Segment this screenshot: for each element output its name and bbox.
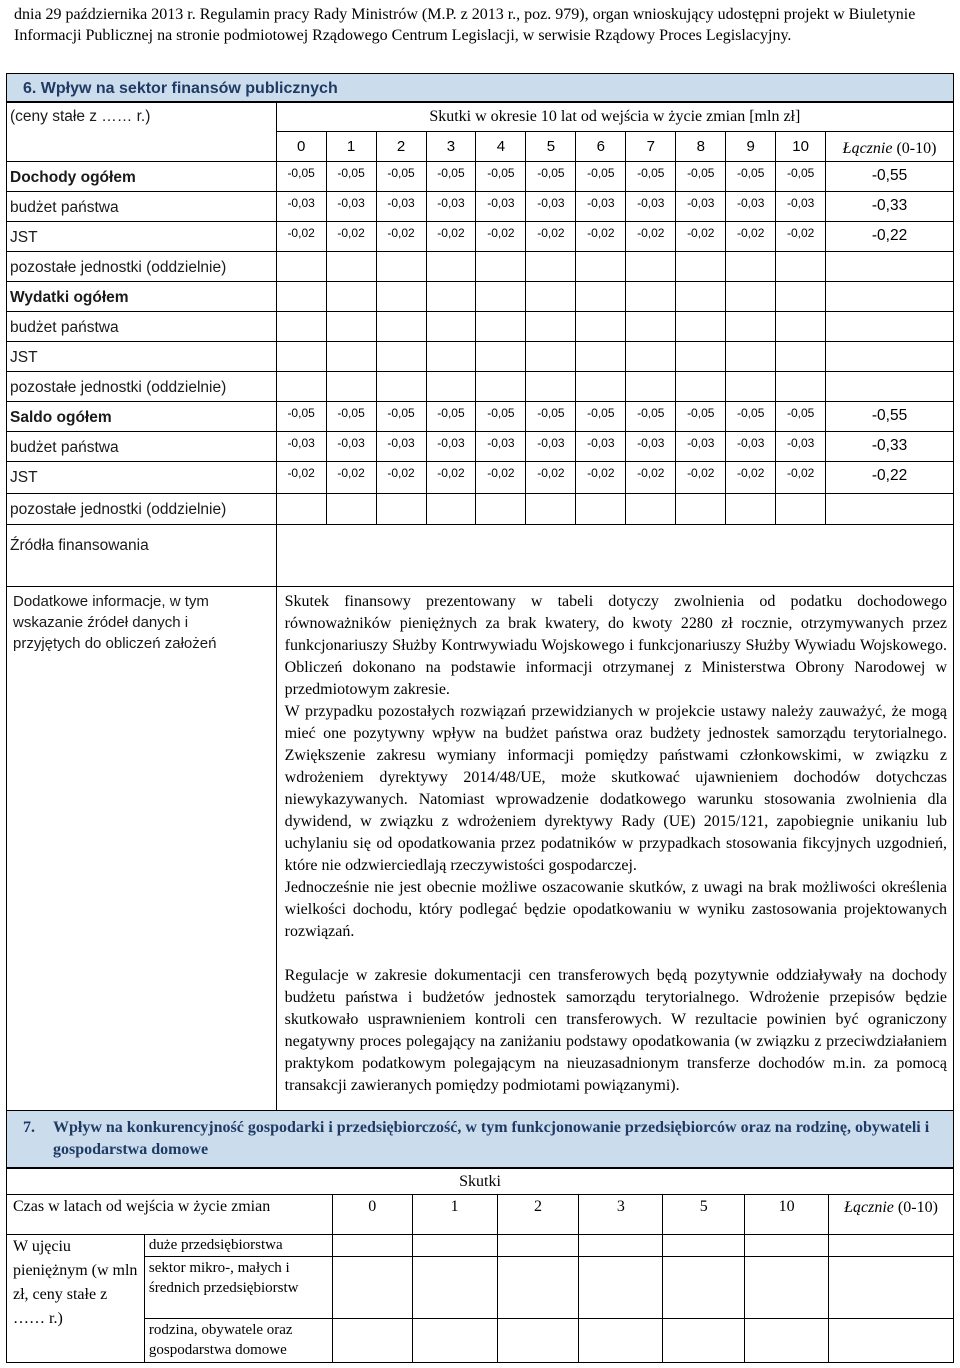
value-cell: [576, 342, 626, 372]
value-cell: [376, 342, 426, 372]
value-cell: -0,05: [576, 162, 626, 192]
value-cell: -0,05: [326, 402, 376, 432]
value-cell: -0,05: [626, 402, 676, 432]
value-cell: [726, 252, 776, 282]
value-cell: -0,02: [626, 462, 676, 494]
value-cell: -0,03: [376, 192, 426, 222]
value-cell: [776, 252, 826, 282]
category-sme: sektor mikro-, małych i średnich przedsiębiorstw: [144, 1257, 332, 1319]
value-cell: -0,02: [726, 462, 776, 494]
total-cell: [826, 282, 954, 312]
year-header: 0: [276, 132, 326, 162]
value-cell: -0,03: [476, 192, 526, 222]
value-cell: [626, 342, 676, 372]
value-cell: -0,02: [476, 222, 526, 252]
value-cell: [326, 312, 376, 342]
additional-info: [276, 587, 953, 1113]
value-cell: [626, 282, 676, 312]
value-cell: [526, 342, 576, 372]
value-cell: [576, 312, 626, 342]
row-label: pozostałe jednostki (oddzielnie): [7, 494, 277, 525]
value-cell: -0,05: [776, 162, 826, 192]
year-header: 1: [326, 132, 376, 162]
value-cell: [426, 494, 476, 525]
value-cell: -0,03: [326, 432, 376, 462]
year-header: 2: [376, 132, 426, 162]
value-cell: [276, 252, 326, 282]
table-row: [7, 162, 954, 192]
value-cell: -0,02: [726, 222, 776, 252]
value-cell: -0,03: [676, 192, 726, 222]
value-cell: -0,03: [626, 432, 676, 462]
value-cell: -0,05: [376, 402, 426, 432]
year-header: 3: [579, 1195, 663, 1235]
value-cell: -0,02: [426, 462, 476, 494]
value-cell: [326, 282, 376, 312]
value-cell: [676, 494, 726, 525]
total-cell: -0,55: [826, 162, 954, 192]
value-cell: [576, 494, 626, 525]
table-row: [7, 222, 954, 252]
value-cell: [576, 252, 626, 282]
table-row: [7, 494, 954, 525]
total-range: (0-10): [893, 1199, 938, 1216]
value-cell: [526, 312, 576, 342]
value-cell: [676, 252, 726, 282]
value-cell: -0,05: [476, 162, 526, 192]
value-cell: -0,03: [776, 192, 826, 222]
value-cell: -0,03: [326, 192, 376, 222]
value-cell: -0,02: [476, 462, 526, 494]
value-cell: [776, 494, 826, 525]
value-cell: [476, 342, 526, 372]
table-row: [7, 372, 954, 402]
value-cell: -0,05: [726, 162, 776, 192]
value-cell: -0,05: [526, 162, 576, 192]
row-label: Wydatki ogółem: [7, 282, 277, 312]
total-cell: -0,55: [826, 402, 954, 432]
value-cell: [626, 372, 676, 402]
time-label: Czas w latach od wejścia w życie zmian: [7, 1195, 333, 1235]
value-cell: -0,05: [276, 162, 326, 192]
value-cell: -0,05: [776, 402, 826, 432]
additional-paragraph: Skutek finansowy prezentowany w tabeli dotyczy zwolnienia od podatku dochodowego równoważników pieniężnych za brak kwatery, do kwoty 2280 zł rocznie, otrzymywanych przez funkcjonariuszy Służby Kontrwywiadu Wojskowego i funkcjonariuszy Służby Wywiadu Wojskowego. Obliczeń dokonano na podstawie informacji otrzymanej z Ministerstwa Obrony Narodowej w przedmiotowym zakresie.: [284, 593, 947, 698]
value-cell: -0,05: [326, 162, 376, 192]
row-label: pozostałe jednostki (oddzielnie): [7, 372, 277, 402]
value-cell: -0,03: [526, 432, 576, 462]
s7-year-row: [7, 1195, 954, 1235]
value-cell: -0,02: [526, 462, 576, 494]
value-cell: [726, 342, 776, 372]
table-row: [7, 252, 954, 282]
table-row: [7, 282, 954, 312]
row-label: JST: [7, 462, 277, 494]
value-cell: -0,05: [676, 162, 726, 192]
row-label: budżet państwa: [7, 312, 277, 342]
value-cell: -0,03: [576, 192, 626, 222]
value-cell: [776, 282, 826, 312]
table-row: [7, 342, 954, 372]
value-cell: -0,02: [676, 222, 726, 252]
value-cell: [626, 312, 676, 342]
total-cell: [826, 372, 954, 402]
row-label: JST: [7, 222, 277, 252]
price-note: (ceny stałe z …… r.): [7, 102, 277, 132]
row-label: Dochody ogółem: [7, 162, 277, 192]
value-cell: [476, 494, 526, 525]
value-cell: -0,03: [726, 192, 776, 222]
year-header: 10: [745, 1195, 829, 1235]
value-cell: -0,03: [276, 192, 326, 222]
value-cell: -0,02: [626, 222, 676, 252]
value-cell: -0,05: [526, 402, 576, 432]
year-header: 5: [526, 132, 576, 162]
year-header: 2: [497, 1195, 579, 1235]
section-7-number: 7.: [23, 1119, 35, 1136]
cash-label: W ujęciu pieniężnym (w mln zł, ceny stałe z …… r.): [7, 1235, 145, 1363]
value-cell: [276, 282, 326, 312]
total-header: [826, 132, 954, 162]
year-header: 3: [426, 132, 476, 162]
value-cell: -0,05: [676, 402, 726, 432]
year-header: 8: [676, 132, 726, 162]
value-cell: -0,02: [376, 462, 426, 494]
value-cell: [726, 312, 776, 342]
value-cell: [476, 372, 526, 402]
row-label: pozostałe jednostki (oddzielnie): [7, 252, 277, 282]
year-header: 5: [663, 1195, 745, 1235]
value-cell: [676, 372, 726, 402]
value-cell: -0,02: [526, 222, 576, 252]
year-header: 6: [576, 132, 626, 162]
value-cell: -0,02: [776, 222, 826, 252]
row-label: budżet państwa: [7, 192, 277, 222]
value-cell: [426, 282, 476, 312]
value-cell: -0,03: [576, 432, 626, 462]
table-row: [7, 462, 954, 494]
value-cell: [376, 252, 426, 282]
value-cell: [526, 252, 576, 282]
value-cell: -0,02: [576, 462, 626, 494]
total-cell: [826, 494, 954, 525]
value-cell: [326, 372, 376, 402]
category-households: rodzina, obywatele oraz gospodarstwa domowe: [144, 1319, 332, 1363]
value-cell: -0,02: [776, 462, 826, 494]
value-cell: [776, 342, 826, 372]
year-header: 4: [476, 132, 526, 162]
row-label: budżet państwa: [7, 432, 277, 462]
value-cell: [426, 372, 476, 402]
value-cell: [626, 494, 676, 525]
value-cell: [776, 372, 826, 402]
value-cell: [426, 312, 476, 342]
additional-paragraph: Regulacje w zakresie dokumentacji cen transferowych będą pozytywnie oddziaływały na dochody budżetu państwa i budżetów jednostek samorządu terytorialnego. Wdrożenie przepisów będzie skutkowało usprawnieniem kontroli cen transferowych. W rezultacie powinien być ograniczony negatywny proces polegający na zaniżaniu podstawy opodatkowania (w związku z przeciwdziałaniem praktykom podatkowym polegającym na nieuzasadnionym transferze dochodów m.in. za pomocą transakcji zawieranych pomiędzy podmiotami powiązanymi).: [284, 967, 947, 1094]
effects-label: Skutki: [7, 1169, 954, 1195]
value-cell: -0,03: [376, 432, 426, 462]
value-cell: -0,05: [576, 402, 626, 432]
value-cell: [776, 312, 826, 342]
value-cell: [376, 312, 426, 342]
value-cell: -0,02: [576, 222, 626, 252]
section-7-title-text: Wpływ na konkurencyjność gospodarki i przedsiębiorczość, w tym funkcjonowanie przedsiębiorców oraz na rodzinę, obywateli i gospodarstwa domowe: [53, 1119, 930, 1158]
value-cell: -0,05: [376, 162, 426, 192]
year-header: 10: [776, 132, 826, 162]
empty-cell: [7, 132, 277, 162]
total-cell: -0,22: [826, 222, 954, 252]
total-label: Łącznie: [842, 140, 893, 157]
value-cell: [526, 372, 576, 402]
value-cell: -0,05: [426, 162, 476, 192]
value-cell: [426, 252, 476, 282]
year-header-row: [7, 132, 954, 162]
year-header: 0: [332, 1195, 412, 1235]
total-label: Łącznie: [844, 1199, 894, 1216]
total-cell: -0,33: [826, 192, 954, 222]
value-cell: [626, 252, 676, 282]
value-cell: [276, 372, 326, 402]
value-cell: [676, 342, 726, 372]
section-6-header: [6, 73, 954, 103]
table-row: [7, 402, 954, 432]
value-cell: -0,02: [326, 222, 376, 252]
value-cell: [676, 282, 726, 312]
value-cell: -0,02: [276, 222, 326, 252]
value-cell: -0,02: [676, 462, 726, 494]
sources-label: Źródła finansowania: [7, 525, 277, 587]
value-cell: -0,03: [726, 432, 776, 462]
value-cell: -0,02: [426, 222, 476, 252]
value-cell: [376, 282, 426, 312]
value-cell: [326, 342, 376, 372]
value-cell: [526, 282, 576, 312]
table-row: [7, 432, 954, 462]
value-cell: [276, 342, 326, 372]
year-header: 7: [626, 132, 676, 162]
value-cell: [276, 312, 326, 342]
value-cell: [326, 252, 376, 282]
value-cell: -0,02: [376, 222, 426, 252]
value-cell: [476, 312, 526, 342]
value-cell: -0,03: [276, 432, 326, 462]
category-large: duże przedsiębiorstwa: [144, 1235, 332, 1257]
value-cell: -0,03: [776, 432, 826, 462]
value-cell: [576, 282, 626, 312]
value-cell: [326, 494, 376, 525]
section-7-title: [7, 1111, 954, 1168]
value-cell: -0,03: [626, 192, 676, 222]
value-cell: [576, 372, 626, 402]
value-cell: [476, 282, 526, 312]
total-cell: -0,33: [826, 432, 954, 462]
total-cell: [826, 342, 954, 372]
row-label: JST: [7, 342, 277, 372]
total-cell: [826, 252, 954, 282]
value-cell: [676, 312, 726, 342]
additional-paragraph: Jednocześnie nie jest obecnie możliwe oszacowanie skutków, z uwagi na brak możliwości określenia wielkości dochodu, który podlegać będzie opodatkowaniu w wyniku zastosowania projektowanych rozwiązań.: [284, 879, 947, 940]
finance-table: [6, 101, 954, 1113]
value-cell: -0,02: [276, 462, 326, 494]
section-7-header: [6, 1110, 954, 1168]
value-cell: -0,05: [626, 162, 676, 192]
value-cell: -0,05: [476, 402, 526, 432]
value-cell: [726, 282, 776, 312]
table-row: [7, 192, 954, 222]
value-cell: [426, 342, 476, 372]
intro-text: dnia 29 października 2013 r. Regulamin pracy Rady Ministrów (M.P. z 2013 r., poz. 979), organ wnioskujący udostępni projekt w Biuletynie Informacji Publicznej na stronie podmiotowej Rządowego Centrum Legislacji, w serwisie Rządowy Proces Legislacyjny.: [14, 6, 916, 44]
value-cell: [476, 252, 526, 282]
value-cell: [376, 494, 426, 525]
value-cell: -0,03: [426, 432, 476, 462]
value-cell: [726, 494, 776, 525]
value-cell: [376, 372, 426, 402]
year-header: 1: [412, 1195, 497, 1235]
competitiveness-table: [6, 1168, 954, 1363]
section-6-title: 6. Wpływ na sektor finansów publicznych: [7, 74, 954, 103]
value-cell: -0,03: [426, 192, 476, 222]
value-cell: [526, 494, 576, 525]
year-header: 9: [726, 132, 776, 162]
value-cell: [276, 494, 326, 525]
sources-value: [276, 525, 953, 587]
table-row: [7, 312, 954, 342]
value-cell: [726, 372, 776, 402]
total-range: (0-10): [892, 140, 937, 157]
additional-info-label: Dodatkowe informacje, w tym wskazanie źródeł danych i przyjętych do obliczeń założeń: [7, 587, 277, 1113]
value-cell: -0,03: [476, 432, 526, 462]
total-header: [829, 1195, 954, 1235]
value-cell: -0,02: [326, 462, 376, 494]
value-cell: -0,03: [526, 192, 576, 222]
total-cell: [826, 312, 954, 342]
value-cell: -0,05: [276, 402, 326, 432]
effects-header: Skutki w okresie 10 lat od wejścia w życie zmian [mln zł]: [276, 102, 953, 132]
value-cell: -0,05: [726, 402, 776, 432]
additional-paragraph: W przypadku pozostałych rozwiązań przewidzianych w projekcie ustawy należy zauważyć, że mogą mieć one pozytywny wpływ na budżet państwa oraz budżety jednostek samorządu terytorialnego. Zwiększenie zakresu wymiany informacji pomiędzy państwami członkowskimi, w związku z wdrożeniem dyrektywy 2014/48/UE, może skutkować ujawnieniem dochodów dotychczas niewykazywanych. Natomiast wprowadzenie dodatkowego warunku stosowania zwolnienia dla dywidend, w związku z wdrożeniem dyrektywy Rady (UE) 2015/121, zapobiegnie unikaniu lub uchylaniu się od opodatkowania przez podatników w przypadkach stosowania fikcyjnych uzgodnień, które nie odzwierciedlają rzeczywistości gospodarczej.: [284, 703, 947, 874]
row-label: Saldo ogółem: [7, 402, 277, 432]
value-cell: -0,05: [426, 402, 476, 432]
total-cell: -0,22: [826, 462, 954, 494]
value-cell: -0,03: [676, 432, 726, 462]
